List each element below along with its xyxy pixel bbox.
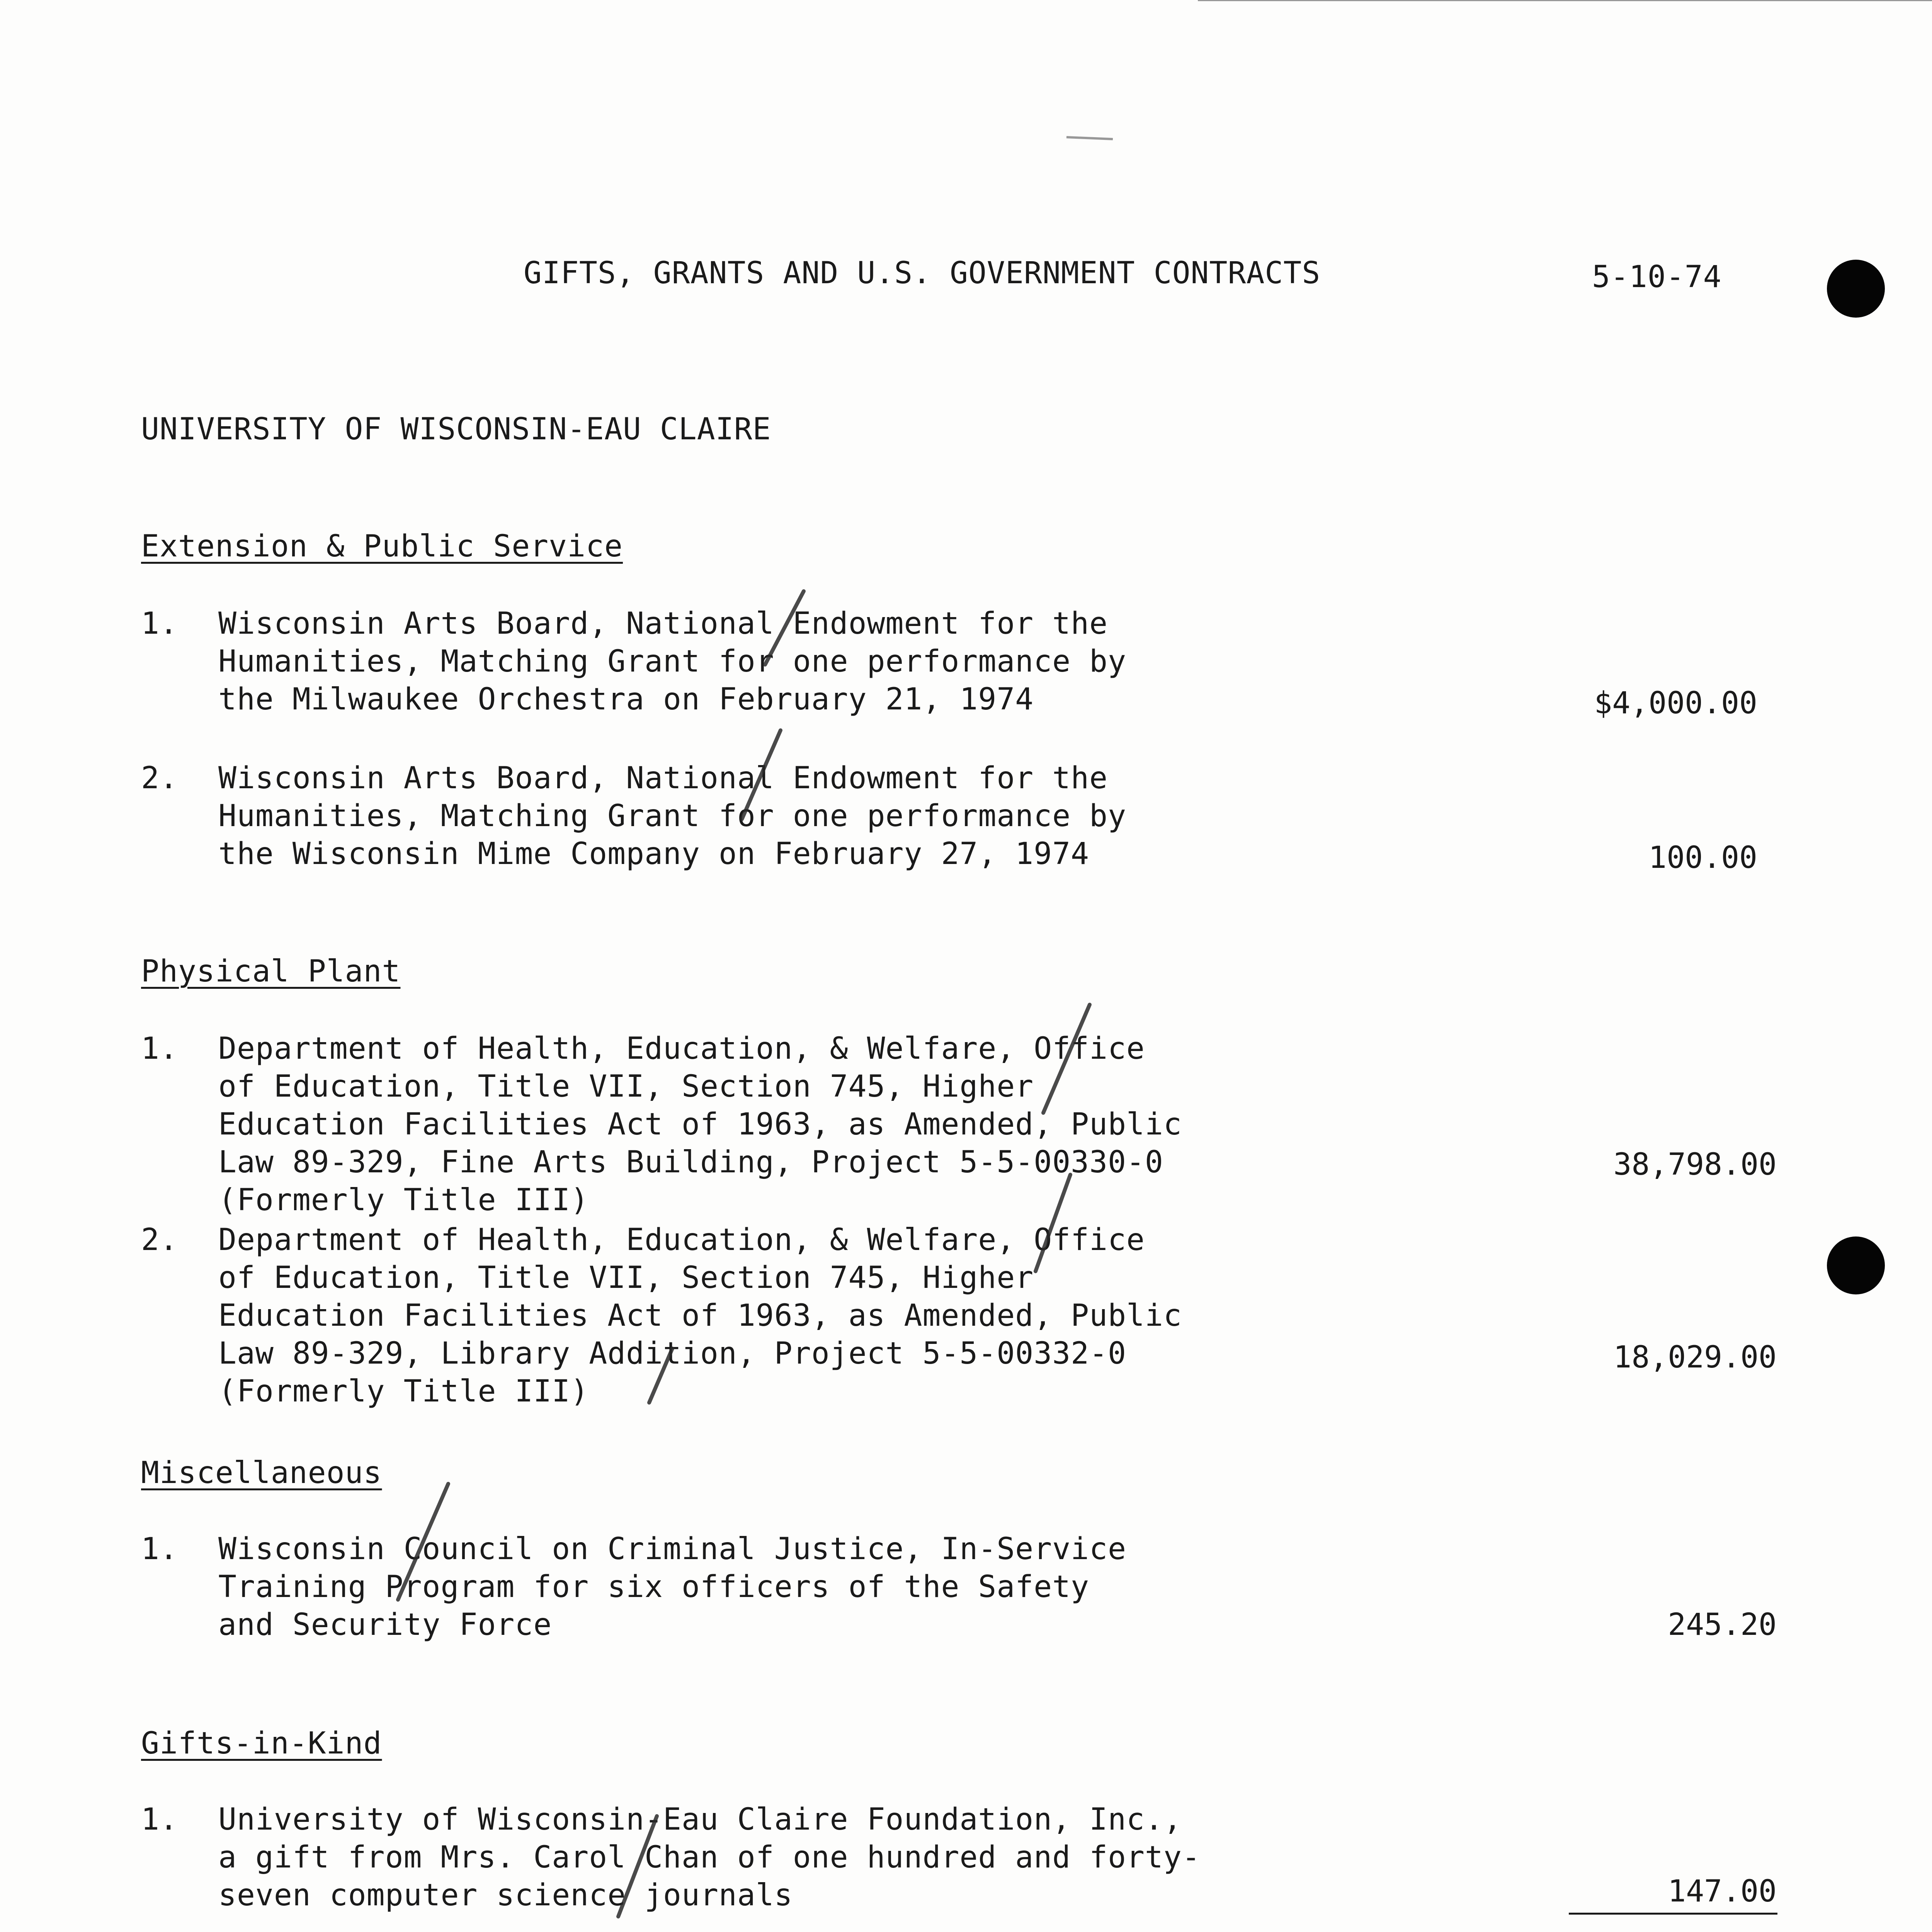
item-line: Humanities, Matching Grant for one performance by xyxy=(218,799,1127,833)
document-title: GIFTS, GRANTS AND U.S. GOVERNMENT CONTRACTS xyxy=(524,256,1321,291)
document-date: 5-10-74 xyxy=(1592,260,1722,294)
item-amount: 38,798.00 xyxy=(1613,1147,1777,1182)
item-line: Wisconsin Council on Criminal Justice, In-Service xyxy=(218,1532,1127,1566)
item-line: Training Program for six officers of the Safety xyxy=(218,1570,1090,1604)
item-number: 1. xyxy=(141,1802,178,1837)
item-line: seven computer science journals xyxy=(218,1878,793,1913)
item-amount: 100.00 xyxy=(1648,840,1757,875)
section-heading-extension: Extension & Public Service xyxy=(141,529,623,564)
item-line: Department of Health, Education, & Welfare, Office xyxy=(218,1223,1145,1257)
item-number: 2. xyxy=(141,761,178,796)
check-mark xyxy=(1036,1175,1070,1271)
item-line: Department of Health, Education, & Welfare, Office xyxy=(218,1031,1145,1066)
section-heading-gifts-in-kind: Gifts-in-Kind xyxy=(141,1726,382,1761)
item-line: of Education, Title VII, Section 745, Higher xyxy=(218,1069,1034,1104)
item-number: 1. xyxy=(141,606,178,641)
item-line: Law 89-329, Library Addition, Project 5-5-00332-0 xyxy=(218,1336,1127,1371)
check-mark xyxy=(618,1816,657,1917)
item-line: the Milwaukee Orchestra on February 21, 1974 xyxy=(218,682,1034,717)
item-line: the Wisconsin Mime Company on February 27, 1974 xyxy=(218,837,1090,871)
item-number: 1. xyxy=(141,1031,178,1066)
item-line: Humanities, Matching Grant for one performance by xyxy=(218,644,1127,679)
section-heading-miscellaneous: Miscellaneous xyxy=(141,1456,382,1490)
item-number: 2. xyxy=(141,1223,178,1257)
item-line: University of Wisconsin-Eau Claire Foundation, Inc., xyxy=(218,1802,1182,1837)
item-amount: 18,029.00 xyxy=(1613,1340,1777,1375)
check-mark xyxy=(1043,1005,1090,1113)
item-line: and Security Force xyxy=(218,1607,552,1642)
item-amount: 147.00 xyxy=(1668,1874,1777,1909)
item-line: Education Facilities Act of 1963, as Amended, Public xyxy=(218,1298,1182,1333)
item-line: Wisconsin Arts Board, National Endowment for the xyxy=(218,606,1108,641)
item-line: (Formerly Title III) xyxy=(218,1183,589,1218)
institution-name: UNIVERSITY OF WISCONSIN-EAU CLAIRE xyxy=(141,412,771,447)
item-line: Wisconsin Arts Board, National Endowment for the xyxy=(218,761,1108,796)
item-line: Law 89-329, Fine Arts Building, Project 5-5-00330-0 xyxy=(218,1145,1163,1180)
item-amount: $4,000.00 xyxy=(1594,686,1757,721)
item-line: a gift from Mrs. Carol Chan of one hundred and forty- xyxy=(218,1840,1201,1875)
item-number: 1. xyxy=(141,1532,178,1566)
item-line: Education Facilities Act of 1963, as Amended, Public xyxy=(218,1107,1182,1142)
item-amount: 245.20 xyxy=(1668,1607,1777,1642)
item-line: of Education, Title VII, Section 745, Higher xyxy=(218,1260,1034,1295)
check-mark xyxy=(649,1349,672,1403)
check-mark xyxy=(765,591,804,665)
item-line: (Formerly Title III) xyxy=(218,1374,589,1409)
section-heading-physical-plant: Physical Plant xyxy=(141,954,401,989)
scan-smudge xyxy=(1066,137,1113,139)
check-mark xyxy=(398,1484,448,1600)
check-mark xyxy=(742,730,781,819)
